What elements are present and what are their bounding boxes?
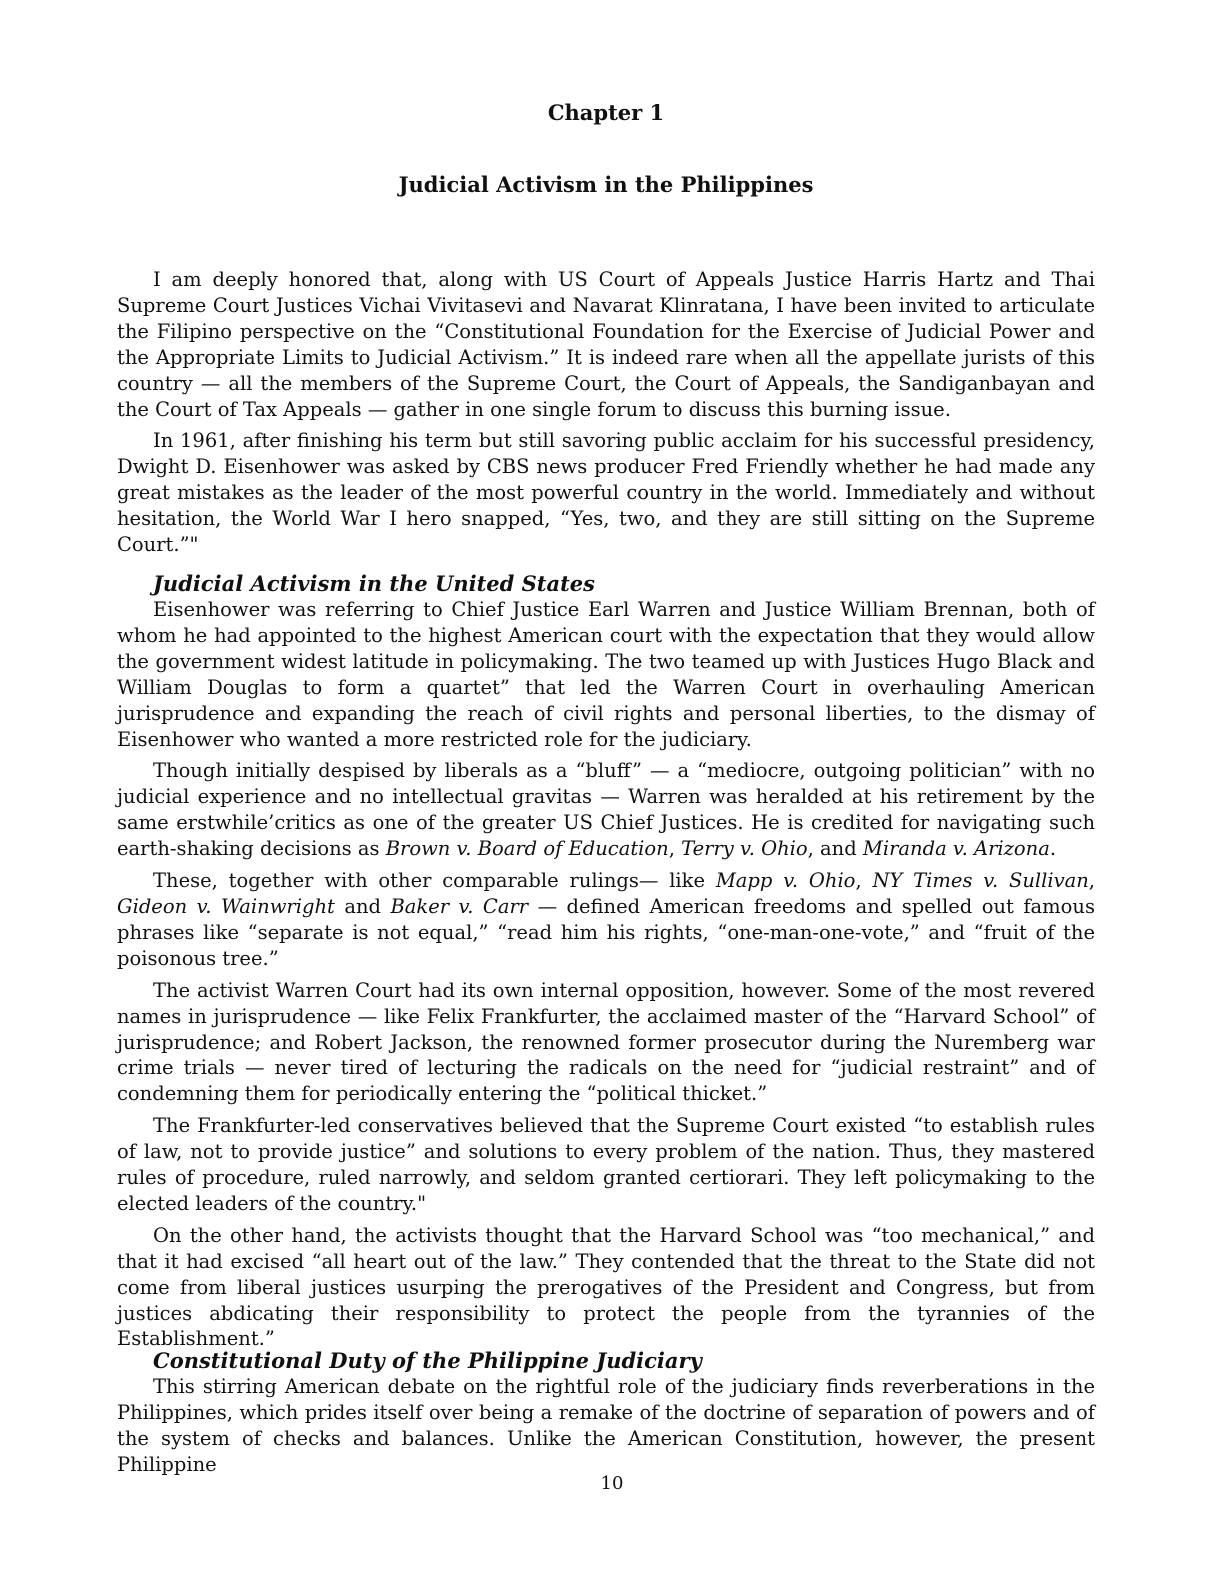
case-sullivan: NY Times v. Sullivan [872, 869, 1089, 893]
intro-section [117, 267, 1095, 564]
us-paragraph-2 [117, 758, 1095, 862]
us-section-heading: Judicial Activism in the United States [153, 571, 595, 596]
chapter-label: Chapter 1 [547, 100, 665, 125]
us-paragraph-3 [117, 868, 1095, 972]
ph-section-heading: Constitutional Duty of the Philippine Judiciary [153, 1348, 702, 1373]
chapter-title: Judicial Activism in the Philippines [398, 172, 814, 197]
separator: , [668, 837, 682, 861]
intro-paragraph-2: In 1961, after finishing his term but still savoring public acclaim for his successful presidency, Dwight D. Eisenhower was asked by CBS news producer Fred Friendly whether he had made any great mistakes as the leader of the most powerful country in the world. Immediately and without hesitation, the World War I hero snapped, “Yes, two, and they are still sitting on the Supreme Court.”" [117, 429, 1095, 557]
case-gideon: Gideon v. Wainwright [117, 894, 335, 918]
us-paragraph-2-text: Though initially despised by liberals as a “bluff” — a “mediocre, outgoing politician” with no judicial experience and no intellectual gravitas — Warren was heralded at his retirement by the same erstwhile’critics as one of the greater US Chief Justices. He is credited for navigating such earth-shaking decisions as [117, 759, 1095, 861]
case-mapp: Mapp v. Ohio [715, 869, 856, 893]
separator: . [1049, 837, 1057, 861]
us-paragraph-1: Eisenhower was referring to Chief Justice Earl Warren and Justice William Brennan, both of whom he had appointed to the highest American court with the expectation that they would allow the government widest latitude in policymaking. The two teamed up with Justices Hugo Black and William Douglas to form a quartet” that led the Warren Court in overhauling American jurisprudence and expanding the reach of civil rights and personal liberties, to the dismay of Eisenhower who wanted a more restricted role for the judiciary. [117, 598, 1095, 751]
us-paragraph-6: On the other hand, the activists thought that the Harvard School was “too mechanical,” and that it had excised “all heart out of the law.” They contended that the threat to the State did not come from liberal justices usurping the prerogatives of the President and Congress, but from justices abdicating their responsibility to protect the people from the tyrannies of the Establishment.” [117, 1223, 1095, 1351]
page-number: 10 [600, 1473, 624, 1494]
case-terry: Terry v. Ohio [681, 837, 808, 861]
us-section [117, 571, 1095, 1358]
intro-paragraph-1: I am deeply honored that, along with US Court of Appeals Justice Harris Hartz and Thai Supreme Court Justices Vichai Vivitasevi and Navarat Klinratana, I have been invited to articulate the Filipino perspective on the “Constitutional Foundation for the Exercise of Judicial Power and the Appropriate Limits to Judicial Activism.” It is indeed rare when all the appellate jurists of this country — all the members of the Supreme Court, the Court of Appeals, the Sandiganbayan and the Court of Tax Appeals — gather in one single forum to discuss this burning issue. [117, 268, 1095, 421]
ph-section [117, 1348, 1095, 1484]
ph-paragraph-1: This stirring American debate on the rightful role of the judiciary finds reverberations in the Philippines, which prides itself over being a remake of the doctrine of separation of powers and of the system of checks and balances. Unlike the American Constitution, however, the present Philippine [117, 1375, 1095, 1476]
separator: , [1088, 869, 1095, 893]
case-baker: Baker v. Carr [390, 894, 529, 918]
case-miranda: Miranda v. Arizona [862, 837, 1050, 861]
us-paragraph-3-end: — defined American freedoms and spelled out famous phrases like “separate is not equal,” “read him his rights, “one-man-one-vote,” and “fruit of the poisonous tree.” [117, 894, 1095, 970]
separator: , [855, 869, 873, 893]
case-brown: Brown v. Board of Education [385, 837, 669, 861]
separator: , and [807, 837, 863, 861]
us-paragraph-5: The Frankfurter-led conservatives believed that the Supreme Court existed “to establish rules of law, not to provide justice” and solutions to every problem of the nation. Thus, they mastered rules of procedure, ruled narrowly, and seldom granted certiorari. They left policymaking to the elected leaders of the country." [117, 1114, 1095, 1215]
separator: and [334, 894, 391, 918]
us-paragraph-4: The activist Warren Court had its own internal opposition, however. Some of the most revered names in jurisprudence — like Felix Frankfurter, the acclaimed master of the “Harvard School” of jurisprudence; and Robert Jackson, the renowned former prosecutor during the Nuremberg war crime trials — never tired of lecturing the radicals on the need for “judicial restraint” and of condemning them for periodically entering the “political thicket.” [117, 978, 1095, 1106]
us-paragraph-3-text: These, together with other comparable rulings— like [153, 869, 716, 893]
